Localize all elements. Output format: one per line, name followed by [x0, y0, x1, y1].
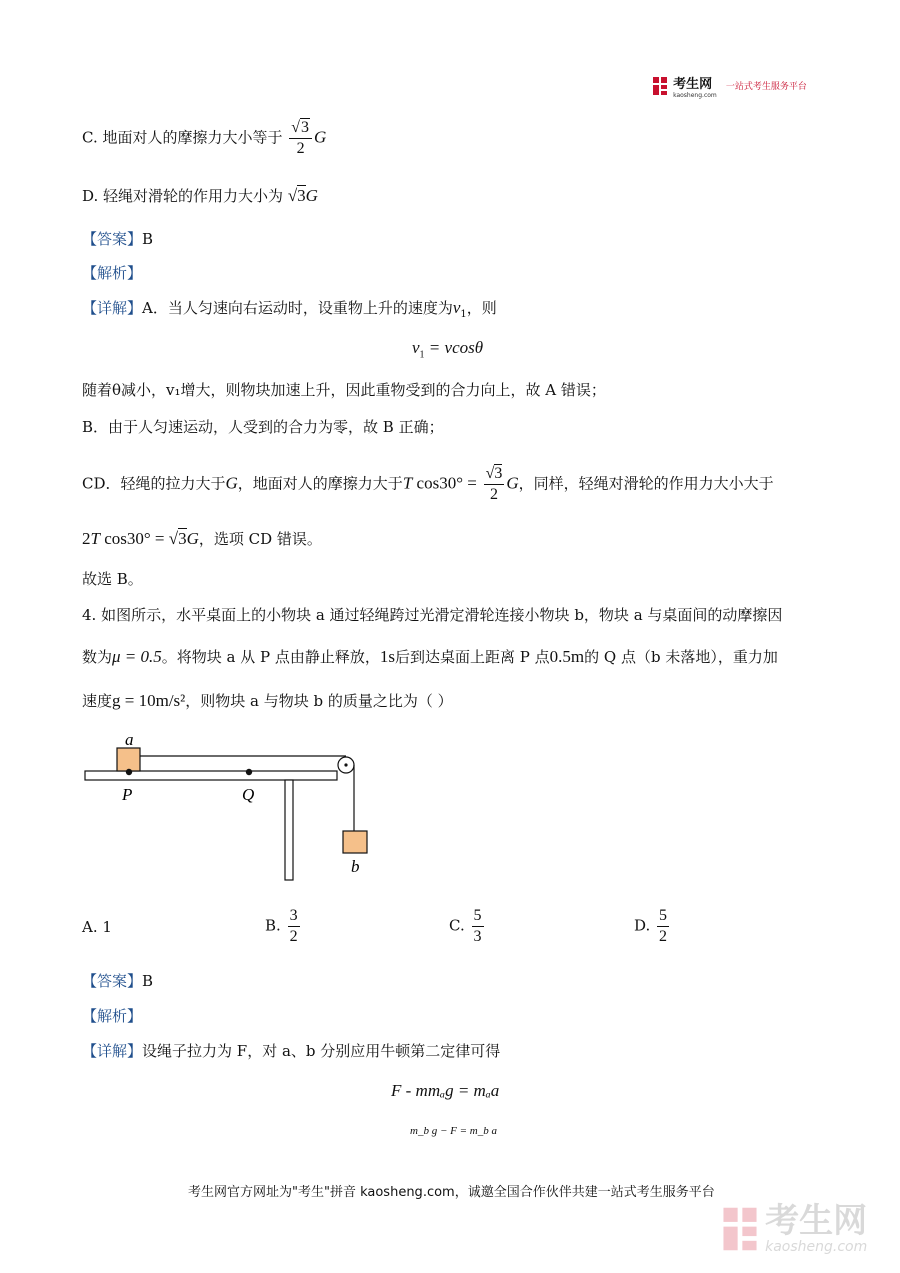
watermark [720, 1203, 867, 1255]
q4-option-c: C. $\frac{5}{3}$ [449, 907, 482, 945]
point-p-dot [126, 769, 132, 775]
watermark-domain: kaosheng.com [765, 1239, 868, 1255]
q4-analysis-label: 【解析】 [82, 1007, 143, 1025]
kaosheng-logo-icon [652, 75, 668, 97]
q3-option-d: D. 轻绳对滑轮的作用力大小为 √3G [82, 186, 318, 205]
block-a [117, 748, 140, 771]
header-slogan: 一站式考生服务平台 [725, 82, 807, 92]
label-a: a [125, 730, 134, 749]
q4-option-b: B. $\frac{3}{2}$ [265, 907, 298, 945]
q4-option-a: A. 1 [82, 918, 112, 936]
sqrt3-over-2: $\frac{√3}{2}$ [289, 118, 312, 159]
q3-conclusion: 故选 B。 [82, 570, 143, 588]
q3-line-b: B．由于人匀速运动，人受到的合力为零，故 B 正确； [82, 418, 444, 436]
watermark-logo-icon [720, 1203, 760, 1255]
label-p: P [122, 785, 133, 804]
q3-answer [82, 229, 153, 249]
g-value: g = 10m/s² [112, 691, 186, 710]
logo-name: 考生网 [673, 77, 713, 92]
logo-domain: kaosheng.com [673, 92, 717, 99]
q3-answer-label: 【答案】 [82, 230, 143, 248]
q3-cd-4: ，选项 CD 错误。 [198, 530, 322, 548]
q3-equation-1: $v_1 = vcos\theta$ [412, 338, 484, 361]
q3-eq1-right: = vcosθ [428, 338, 484, 357]
page-footer: 考生网官方网址为"考生"拼音 kaosheng.com，诚邀全国合作伙伴共建一站式考生服务平台 [188, 1185, 715, 1200]
q3-line-cd: CD．轻绳的拉力大于G，地面对人的摩擦力大于T cos30° = $\frac{√3}{2}$ G，同样，轻绳对滑轮的作用力大小大于 [82, 465, 774, 503]
q3-cd-3: ，同样，轻绳对滑轮的作用力大小大于 [518, 474, 774, 493]
q3-cd-1: CD．轻绳的拉力大于 [82, 474, 226, 493]
q4-figure [80, 728, 380, 888]
q4-option-d: D. $\frac{5}{2}$ [634, 907, 668, 945]
q3-option-c: C. 地面对人的摩擦力大小等于 $\frac{√3}{2}$ G [82, 119, 327, 157]
q3-cd-2: ，地面对人的摩擦力大于 [237, 474, 403, 493]
q3-line-cd-2: 2T cos30° = √3G，选项 CD 错误。 [82, 529, 322, 548]
q4-detail: 【详解】设绳子拉力为 F，对 a、b 分别应用牛顿第二定律可得 [82, 1042, 501, 1060]
point-q-dot [246, 769, 252, 775]
label-b: b [351, 857, 360, 876]
q4-equation-1: F - mmₐg = mₐa [391, 1081, 500, 1100]
q3-detail-label: 【详解】 [82, 299, 143, 317]
q4-answer: 【答案】B [82, 972, 154, 990]
block-b [343, 831, 367, 853]
q3-line-theta: 随着θ减小，v₁增大，则物块加速上升，因此重物受到的合力向上，故 A 错误； [82, 381, 606, 399]
q3-detail-a-tail: ，则 [466, 299, 497, 317]
mu-value: μ = 0.5 [112, 647, 162, 666]
table-leg [285, 780, 293, 880]
q4-stem-line2: 数为μ = 0.5。将物块 a 从 P 点由静止释放，1s后到达桌面上距离 P 点0.5m的 Q 点（b 未落地），重力加 [82, 647, 778, 666]
q3-answer-value: B [142, 230, 154, 248]
q4-stem-line3: 速度g = 10m/s²，则物块 a 与物块 b 的质量之比为（ ） [82, 691, 453, 710]
q3-detail-a-text: A．当人匀速向右运动时，设重物上升的速度为 [142, 299, 453, 317]
table-top [85, 771, 337, 780]
q3-analysis-label: 【解析】 [82, 264, 143, 282]
label-q: Q [242, 785, 255, 804]
q4-stem-line1: 4. 如图所示，水平桌面上的小物块 a 通过轻绳跨过光滑定滑轮连接小物块 b，物块 a 与桌面间的动摩擦因 [82, 606, 783, 624]
q3-option-c-text: C. 地面对人的摩擦力大小等于 [82, 128, 283, 147]
q3-detail-a: 【详解】A．当人匀速向右运动时，设重物上升的速度为$v_1$，则 [82, 298, 497, 320]
header-logo [652, 72, 807, 99]
q3-option-d-text: D. 轻绳对滑轮的作用力大小为 [82, 187, 284, 205]
watermark-name: 考生网 [765, 1201, 868, 1241]
q4-equation-2: m_b g − F = m_b a [410, 1125, 497, 1137]
